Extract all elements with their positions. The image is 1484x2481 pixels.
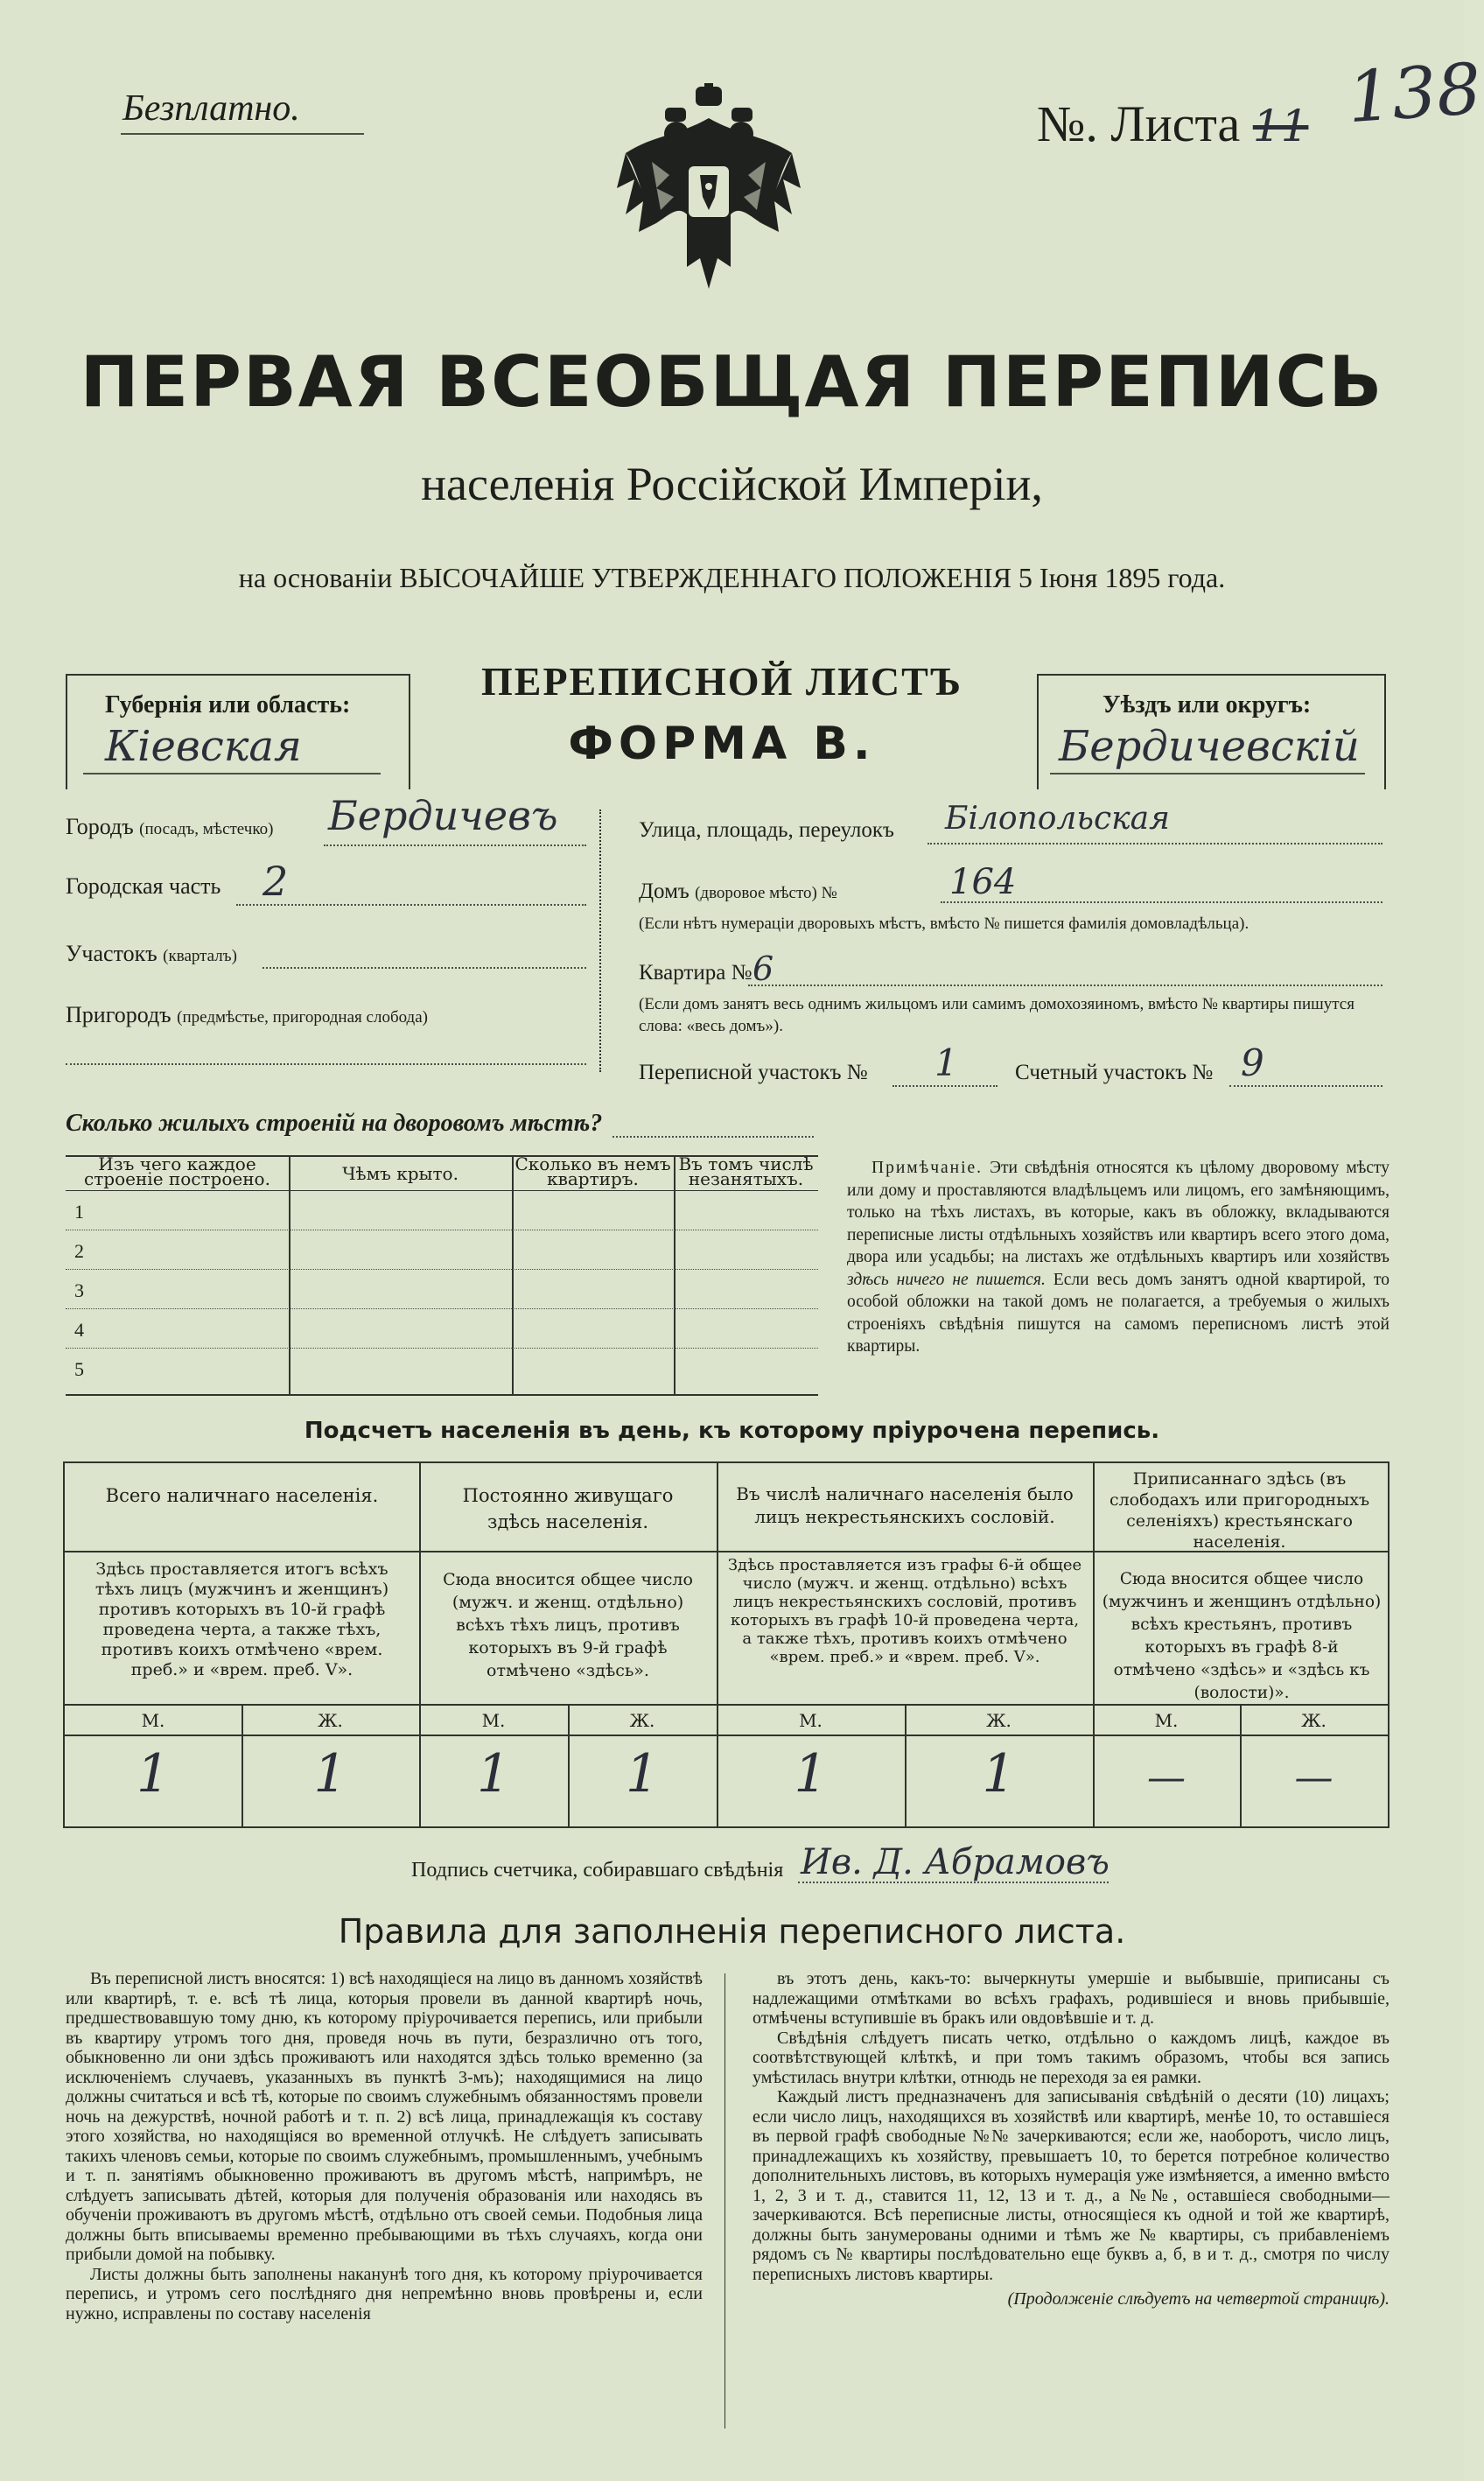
free-label: Безплатно. [122, 88, 300, 129]
buildings-row-number: 1 [74, 1201, 84, 1223]
rules-continued: (Продолженіе слѣдуетъ на четвертой страницѣ). [1007, 2289, 1390, 2309]
legal-basis: на основаніи ВЫСОЧАЙШЕ УТВЕРЖДЕННАГО ПОЛОЖЕНІЯ 5 Іюня 1895 года. [238, 562, 1226, 593]
uezd-value: Бердичевскій [1059, 722, 1360, 771]
count-permanent-male: 1 [476, 1743, 511, 1805]
city-part-value: 2 [262, 858, 289, 905]
street-label: Улица, площадь, переулокъ [639, 818, 894, 842]
apartment-line [748, 985, 1382, 986]
buildings-col-apartments: Сколько въ немъ квартиръ. [514, 1153, 671, 1189]
count-district-label: Счетный участокъ № [1015, 1061, 1214, 1084]
city-line [324, 845, 586, 846]
page-title: ПЕРВАЯ ВСЕОБЩАЯ ПЕРЕПИСЬ [80, 341, 1384, 423]
count-col-nonpeasant-head: Въ числѣ наличнаго населенія было лицъ некрестьянскихъ сословій. [736, 1483, 1074, 1527]
count-male-label: М. [141, 1710, 165, 1731]
buildings-answer-line [612, 1136, 814, 1138]
count-female-label: Ж. [318, 1710, 343, 1731]
apartment-note: (Если домъ занятъ весь однимъ жильцомъ или самимъ домохозяиномъ, вмѣсто № квартиры пишутся слова: «весь домъ»). [639, 995, 1354, 1035]
count-col-permanent-desc: Сюда вносится общее число (мужч. и женщ. отдѣльно) всѣхъ тѣхъ лицъ, противъ которыхъ въ 9-й графѣ отмѣчено «здѣсь». [443, 1570, 693, 1680]
buildings-row-number: 2 [74, 1240, 84, 1262]
count-col-total-desc: Здѣсь проставляется итогъ всѣхъ тѣхъ лицъ (мужчинъ и женщинъ) противъ которыхъ въ 10-й графѣ проведена черта, а также тѣхъ, противъ коихъ отмѣчено «врем. преб.» и «врем. преб. V». [94, 1559, 389, 1679]
street-line [928, 843, 1382, 845]
address-divider [599, 809, 601, 1072]
house-line [941, 901, 1382, 903]
gubernia-value: Кіевская [105, 722, 302, 771]
census-district-value: 1 [934, 1041, 958, 1084]
house-label: Домъ (дворовое мѣсто) № [639, 880, 837, 903]
page-subtitle: населенія Россійской Имперіи, [421, 458, 1043, 510]
city-value: Бердичевъ [328, 792, 558, 839]
buildings-note: Примѣчаніе. Эти свѣдѣнія относятся къ цѣлому дворовому мѣсту или дому и проставляются владѣльцемъ или лицомъ, его замѣняющимъ, только на тѣхъ листахъ, въ которые, какъ въ обложку, вкладываются переписные листы отдѣльныхъ хозяйствъ или квартиръ всего этого дома, двора или усадьбы; на листахъ же отдѣльныхъ квартиръ или хозяйствъ здѣсь ничего не пишется. Если весь домъ занятъ одной квартирой, то особой обложки на такой домъ не полагается, а требуемыя о жилыхъ строеніяхъ свѣдѣнія пишутся на самомъ переписномъ листѣ этой квартиры. [847, 1159, 1390, 1356]
house-value: 164 [949, 862, 1017, 902]
count-peasant-female: — [1294, 1756, 1334, 1800]
signature-line [798, 1882, 1109, 1883]
rules-paragraph: Каждый листъ предназначенъ для записыванія свѣдѣній о десяти (10) лицахъ; если число лицъ, находящихся въ хозяйствѣ или квартирѣ, менѣе 10, то оставшіеся въ первой графѣ свободные №№ зачеркиваются; если же, наоборотъ, число лицъ, принадлежащихъ къ хозяйству, превышаетъ 10, то берется потребное количество дополнительныхъ листовъ, въ которыхъ нумерація уже измѣняется, а именно вмѣсто 1, 2, 3 и т. д., ставится 11, 12, 13 и т. д., а №№, оставшіеся свободными—зачеркиваются. Всѣ переписные листы, относящіеся къ одной и той же квартирѣ, должны быть занумерованы одними и тѣмъ же № квартиры, съ прибавленіемъ рядомъ съ № квартиры послѣдовательно еще буквъ а, б, в и т. д., смотря по числу переписныхъ листовъ квартиры. [752, 2087, 1390, 2284]
count-female-label: Ж. [1301, 1710, 1326, 1731]
apartment-value: 6 [752, 950, 774, 988]
free-underline [121, 133, 364, 135]
count-male-label: М. [1154, 1710, 1179, 1731]
imperial-eagle-emblem [617, 83, 801, 293]
count-total-female: 1 [313, 1743, 347, 1805]
count-col-nonpeasant-desc: Здѣсь проставляется изъ графы 6-й общее число (мужч. и женщ. отдѣльно) всѣхъ лицъ некрестьянскихъ сословій, противъ которыхъ въ графѣ 10-й проведена черта, а также тѣхъ, противъ коихъ отмѣчено «врем. преб.» и «врем. преб. V». [727, 1556, 1082, 1666]
form-name: ФОРМА В. [568, 718, 876, 770]
rules-right-column [752, 1969, 1390, 2309]
census-district-label: Переписной участокъ № [639, 1061, 868, 1084]
count-col-total-head: Всего наличнаго населенія. [105, 1485, 379, 1506]
city-part-line [236, 904, 586, 906]
rules-divider [724, 1973, 725, 2428]
count-male-label: М. [799, 1710, 822, 1731]
buildings-question: Сколько жилыхъ строеній на дворовомъ мѣстѣ? [66, 1110, 603, 1137]
count-col-peasant-desc: Сюда вносится общее число (мужчинъ и женщинъ отдѣльно) всѣхъ крестьянъ, противъ которыхъ въ графѣ 8-й отмѣчено «здѣсь» и «здѣсь къ (волости)». [1102, 1570, 1382, 1702]
count-female-label: Ж. [986, 1710, 1012, 1731]
rules-paragraph: Свѣдѣнія слѣдуетъ писать четко, отдѣльно о каждомъ лицѣ, каждое въ соотвѣтствующей клѣткѣ, и при томъ такимъ образомъ, чтобы вся запись умѣстилась внутри клѣтки, отнюдь не переходя за ея рамки. [752, 2028, 1390, 2087]
rules-title: Правила для заполненія переписного листа. [338, 1912, 1126, 1951]
district-label: Участокъ (кварталъ) [66, 941, 237, 966]
signature-value: Ив. Д. Абрамовъ [801, 1842, 1110, 1882]
city-part-label: Городская часть [66, 873, 221, 899]
buildings-row-number: 5 [74, 1358, 84, 1380]
count-district-line [1229, 1085, 1382, 1087]
count-district-value: 9 [1241, 1041, 1264, 1084]
house-note: (Если нѣтъ нумераціи дворовыхъ мѣстъ, вмѣсто № пишется фамилія домовладѣльца). [639, 915, 1250, 933]
buildings-col-material: Изъ чего каждое строеніе построено. [84, 1153, 270, 1189]
uezd-label: Уѣздъ или округъ: [1102, 691, 1312, 718]
rules-paragraph: Въ переписной листъ вносятся: 1) всѣ находящіеся на лицо въ данномъ хозяйствѣ или квартирѣ, т. е. всѣ тѣ лица, которыя провели въ данной квартирѣ ночь, предшествовавшую тому дню, къ которому пріурочивается перепись, или прибыли въ квартиру утромъ того дня, проведя ночь въ пути, безразлично отъ того, обыкновенно ли они здѣсь проживаютъ или находятся здѣсь только временно (за исключеніемъ случаевъ, указанныхъ въ пунктѣ 3-мъ); находящимися на лицо должны считаться и всѣ тѣ, которые по своимъ служебнымъ обязанностямъ провели ночь на дежурствѣ, ночной работѣ и т. п. 2) всѣ лица, принадлежащія къ составу этого хозяйства, но находящіяся во временной отлучкѣ. Не слѣдуетъ записывать такихъ членовъ семьи, которые по своимъ служебнымъ, промышленнымъ, учебнымъ и т. п. занятіямъ обыкновенно проживаютъ въ другомъ мѣстѣ, напримѣръ, не слѣдуетъ записывать дѣтей, которыя для полученія образованія или находясь въ обученіи проживаютъ въ другомъ мѣстѣ, отдѣльно отъ своей семьи. Подобныя лица должны быть вписываемы временно пребывающими въ тѣхъ случаяхъ, когда они прибыли домой на побывку. [66, 1969, 703, 2264]
suburb-line [66, 1063, 586, 1065]
suburb-label: Пригородъ (предмѣстье, пригородная слобода) [66, 1002, 428, 1027]
street-value: Білопольская [945, 801, 1170, 837]
district-line [262, 967, 586, 969]
rules-left-column [66, 1969, 703, 2323]
gubernia-label: Губернія или область: [105, 691, 351, 718]
buildings-row-number: 3 [74, 1279, 84, 1301]
city-label: Городъ (посадъ, мѣстечко) [66, 814, 274, 839]
buildings-col-roof: Чѣмъ крыто. [342, 1163, 458, 1184]
buildings-col-vacant: Въ томъ числѣ незанятыхъ. [678, 1153, 814, 1189]
signature-label: Подпись счетчика, собиравшаго свѣдѣнія [411, 1859, 784, 1882]
buildings-row-number: 4 [74, 1319, 84, 1341]
buildings-table [66, 1155, 818, 1396]
rules-paragraph: Листы должны быть заполнены наканунѣ того дня, къ которому пріурочивается перепись, и утромъ сего послѣдняго дня непремѣнно вновь провѣрены и, если нужно, исправлены по составу населенія [66, 2264, 703, 2323]
count-male-label: М. [481, 1710, 506, 1731]
apartment-label: Квартира № [639, 961, 752, 985]
sheet-number-label: №. Листа 11 [1037, 95, 1309, 152]
rules-paragraph: въ этотъ день, какъ-то: вычеркнуты умершіе и выбывшіе, приписаны съ надлежащими отмѣтками во всѣхъ графахъ, родившіеся и вновь прибывшіе, отмѣчены вступившіе въ бракъ или овдовѣвшіе и т. д. [752, 1969, 1390, 2028]
count-female-label: Ж. [629, 1710, 655, 1731]
count-nonpeasant-female: 1 [982, 1743, 1016, 1805]
count-total-male: 1 [136, 1743, 171, 1805]
sheet-title: ПЕРЕПИСНОЙ ЛИСТЪ [480, 659, 963, 704]
count-title: Подсчетъ населенія въ день, къ которому пріурочена перепись. [304, 1418, 1160, 1444]
gubernia-underline [83, 773, 381, 774]
count-permanent-female: 1 [625, 1743, 660, 1805]
count-table [63, 1461, 1390, 1828]
count-col-peasant-head: Приписаннаго здѣсь (въ слободахъ или пригородныхъ селеніяхъ) крестьянскаго населенія. [1109, 1469, 1370, 1552]
folio-number: 138 [1344, 47, 1484, 139]
count-col-permanent-head: Постоянно живущаго здѣсь населенія. [462, 1485, 674, 1532]
count-nonpeasant-male: 1 [794, 1743, 828, 1805]
sheet-number-value: 11 [1252, 101, 1309, 151]
count-peasant-male: — [1147, 1756, 1186, 1800]
census-district-line [892, 1085, 998, 1087]
uezd-underline [1050, 773, 1365, 774]
